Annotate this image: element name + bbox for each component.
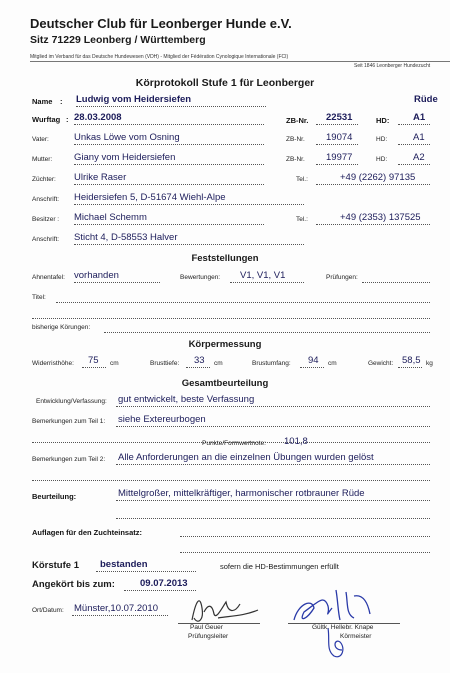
assessment-value: Mittelgroßer, mittelkräftiger, harmonischer rotbrauner Rüde xyxy=(118,488,365,499)
zb-label: ZB-Nr. xyxy=(286,116,309,125)
part1-label: Bemerkungen zum Teil 1: xyxy=(32,418,106,425)
owner-tel-label: Tel.: xyxy=(296,216,308,223)
breeder-label: Züchter: xyxy=(32,176,56,183)
ratings-value: V1, V1, V1 xyxy=(240,270,286,281)
findings-heading: Feststellungen xyxy=(191,253,259,264)
owner-tel: +49 (2353) 137525 xyxy=(340,212,421,223)
chestdepth-label: Brusttiefe: xyxy=(150,360,180,367)
weight-label: Gewicht: xyxy=(368,360,394,367)
until-label: Angekört bis zum: xyxy=(32,579,115,590)
place-date-value: Münster,10.07.2010 xyxy=(74,603,158,614)
club-since: Seit 1846 Leonberger Hundezucht xyxy=(354,63,431,69)
weight-value: 58,5 xyxy=(402,355,421,366)
chestgirth-label: Brustumfang: xyxy=(252,360,291,367)
name-label: Name xyxy=(32,97,53,106)
pedigree-label: Ahnentafel: xyxy=(32,274,65,281)
hd-value: A1 xyxy=(413,112,426,123)
dog-name: Ludwig vom Heidersiefen xyxy=(76,94,192,105)
club-seat: Sitz 71229 Leonberg / Württemberg xyxy=(30,34,206,46)
level-label: Körstufe 1 xyxy=(32,560,79,571)
weight-unit: kg xyxy=(426,360,433,367)
hd-label: HD: xyxy=(376,116,390,125)
chestdepth-unit: cm xyxy=(214,360,223,367)
part2-value: Alle Anforderungen an die einzelnen Übungen wurden gelöst xyxy=(118,452,374,463)
ratings-label: Bewertungen: xyxy=(180,274,221,281)
owner-label: Besitzer : xyxy=(32,216,60,223)
zb-number: 22531 xyxy=(326,112,353,123)
club-membership: Mitglied im Verband für das Deutsche Hundewesen (VDH) - Mitglied der Fédération Cynologique Internationale (FCI) xyxy=(30,54,289,60)
judge2-name: Gültk. Hellebr. Knape xyxy=(312,624,374,631)
sire-hd-label: HD: xyxy=(376,136,388,143)
sire-label: Vater: xyxy=(32,136,49,143)
judge1-name: Paul Geuer xyxy=(190,624,223,631)
chestdepth-value: 33 xyxy=(194,355,205,366)
dam-hd-label: HD: xyxy=(376,156,388,163)
condition-text: sofern die HD-Bestimmungen erfüllt xyxy=(220,562,339,571)
place-date-label: Ort/Datum: xyxy=(32,607,64,614)
whelped-date: 28.03.2008 xyxy=(74,112,122,123)
pedigree-value: vorhanden xyxy=(74,270,119,281)
breeder-address-label: Anschrift: xyxy=(32,196,60,203)
level-value: bestanden xyxy=(100,559,148,570)
measurement-heading: Körpermessung xyxy=(188,339,262,350)
assessment-label: Beurteilung: xyxy=(32,492,77,501)
breeder-tel-label: Tel.: xyxy=(296,176,308,183)
points-value: 101,8 xyxy=(284,436,308,447)
owner-name: Michael Schemm xyxy=(74,212,147,223)
withers-unit: cm xyxy=(110,360,119,367)
dam-zb: 19977 xyxy=(326,152,353,163)
sire-zb: 19074 xyxy=(326,132,353,143)
club-name: Deutscher Club für Leonberger Hunde e.V. xyxy=(30,16,292,31)
form-title: Körprotokoll Stufe 1 für Leonberger xyxy=(135,77,315,89)
sire-name: Unkas Löwe vom Osning xyxy=(74,132,180,143)
previous-licensing-label: bisherige Körungen: xyxy=(32,324,91,331)
withers-label: Widerristhöhe: xyxy=(32,360,74,367)
breeder-tel: +49 (2262) 97135 xyxy=(340,172,416,183)
until-date: 09.07.2013 xyxy=(140,578,188,589)
development-value: gut entwickelt, beste Verfassung xyxy=(118,394,255,405)
breeder-address: Heidersiefen 5, D-51674 Wiehl-Alpe xyxy=(74,192,226,203)
judge2-role: Körmeister xyxy=(340,633,372,640)
dam-hd: A2 xyxy=(413,152,425,163)
pedigree-form-page: Deutscher Club für Leonberger Hunde e.V. Sitz 71229 Leonberg / Württemberg Mitglied im Verband für das Deutsche Hundewesen (VDH) - Mitglied der Fédération Cynologique Internationale (FCI) Seit 1846 Leonberger Hundezucht Körprotokoll Stufe 1 für Leonberger Name : Ludwig vom Heidersiefen Rüde Wurftag : 28.03.2008 ZB-Nr. 22531 HD: A1 Vater: Unkas Löwe vom Osning ZB-Nr. 19074 HD: A1 Mutter: Giany vom Heidersiefen ZB-Nr. 19977 HD: A2 Züchter: Ulrike Raser Tel.: +49 (2262) 97135 Anschrift: Heidersiefen 5, D-51674 Wiehl-Alpe Besitzer : Michael Schemm Tel.: +49 (2353) 137525 Anschrift: Sticht 4, D-58553 Halver Feststellungen Ahnentafel: vorhanden Bewertungen: V1, V1, V1 Prüfungen: Titel: bisherige Körungen: Körpermessung Widerristhöhe: 75 cm Brusttiefe: 33 cm Brustumfang: 94 cm Gewicht: 58,5 kg Gesamtbeurteilung Entwicklung/Verfassung: gut entwickelt, beste Verfassung Bemerkungen zum Teil 1: siehe Extereurbogen Punkte/Formwertnote: 101,8 Bemerkungen zum Teil 2: Alle Anforderungen an die einzelnen Übungen wurden gelöst Beurteilung: Mittelgroßer, mittelkräftiger, harmonischer rotbrauner Rüde Auflagen für den Zuchteinsatz: Körstufe 1 bestanden sofern die HD-Bestimmungen erfüllt Angekört bis zum: 09.07.2013 Ort/Datum: Münster,10.07.2010 Paul Geuer Prüfungsleiter Gültk. Hellebr. Knape Körmeister xyxy=(0,0,450,673)
header-rule xyxy=(30,61,450,62)
part1-value: siehe Extereurbogen xyxy=(118,414,206,425)
development-label: Entwicklung/Verfassung: xyxy=(36,398,107,405)
titles-label: Titel: xyxy=(32,294,46,301)
chestgirth-value: 94 xyxy=(308,355,319,366)
dam-zb-label: ZB-Nr. xyxy=(286,156,305,163)
whelped-label: Wurftag xyxy=(32,115,61,124)
part2-label: Bemerkungen zum Teil 2: xyxy=(32,456,106,463)
sire-hd: A1 xyxy=(413,132,425,143)
sire-zb-label: ZB-Nr. xyxy=(286,136,305,143)
owner-address: Sticht 4, D-58553 Halver xyxy=(74,232,178,243)
dam-name: Giany vom Heidersiefen xyxy=(74,152,176,163)
overall-heading: Gesamtbeurteilung xyxy=(181,378,269,389)
dog-sex: Rüde xyxy=(414,94,438,105)
judge1-role: Prüfungsleiter xyxy=(188,633,229,640)
breeder-name: Ulrike Raser xyxy=(74,172,127,183)
tests-label: Prüfungen: xyxy=(326,274,358,281)
conditions-label: Auflagen für den Zuchteinsatz: xyxy=(32,528,143,537)
dam-label: Mutter: xyxy=(32,156,53,163)
withers-value: 75 xyxy=(88,355,99,366)
owner-address-label: Anschrift: xyxy=(32,236,60,243)
chestgirth-unit: cm xyxy=(328,360,337,367)
points-label: Punkte/Formwertnote: xyxy=(202,440,266,447)
